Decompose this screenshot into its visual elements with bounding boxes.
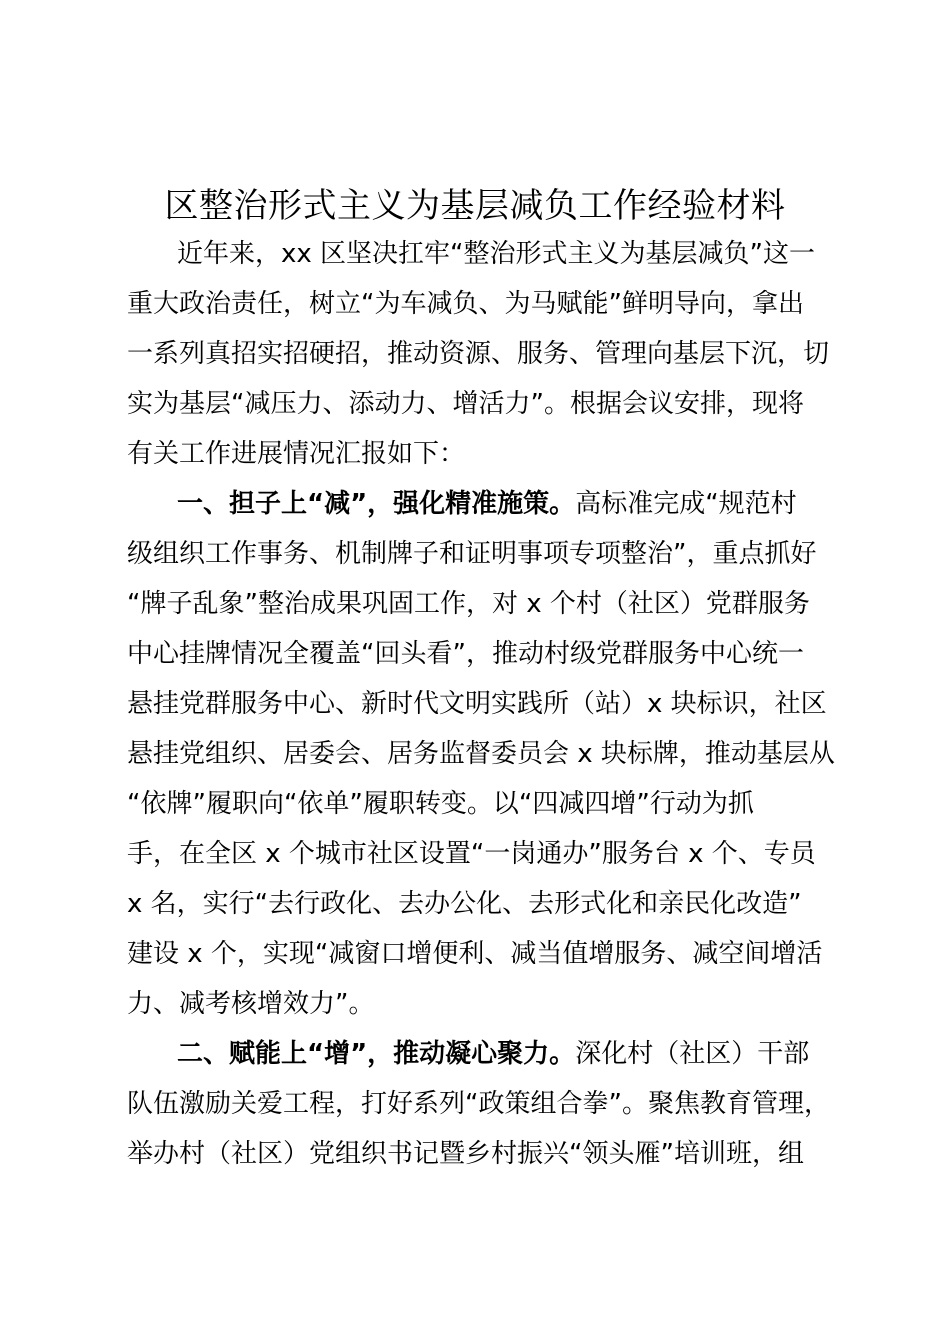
paragraph-2-line-5: 悬挂党群服务中心、新时代文明实践所（站）x 块标识，社区 bbox=[127, 689, 827, 719]
paragraph-2-line-11: 力、减考核增效力”。 bbox=[127, 989, 375, 1019]
paragraph-2-line-6: 悬挂党组织、居委会、居务监督委员会 x 块标牌，推动基层从 bbox=[127, 739, 835, 769]
paragraph-1-line-4: 实为基层“减压力、添动力、增活力”。根据会议安排，现将 bbox=[127, 389, 804, 419]
paragraph-3-line-2: 队伍激励关爱工程，打好系列“政策组合拳”。聚焦教育管理， bbox=[127, 1089, 830, 1119]
paragraph-2-line-1-rest: 高标准完成“规范村 bbox=[575, 489, 797, 519]
paragraph-2-line-9: x 名，实行“去行政化、去办公化、去形式化和亲民化改造” bbox=[127, 889, 802, 919]
document-title: 区整治形式主义为基层减负工作经验材料 bbox=[164, 186, 786, 226]
paragraph-3-line-1 bbox=[177, 1029, 837, 1079]
paragraph-2-line-7: “依牌”履职向“依单”履职转变。以“四减四增”行动为抓 bbox=[127, 789, 754, 819]
paragraph-2-line-10: 建设 x 个，实现“减窗口增便利、减当值增服务、减空间增活 bbox=[127, 939, 823, 969]
paragraph-1-line-3: 一系列真招实招硬招，推动资源、服务、管理向基层下沉，切 bbox=[127, 339, 830, 369]
paragraph-2-line-3: “牌子乱象”整治成果巩固工作，对 x 个村（社区）党群服务 bbox=[127, 589, 810, 619]
paragraph-1-line-2: 重大政治责任，树立“为车减负、为马赋能”鲜明导向，拿出 bbox=[127, 289, 804, 319]
paragraph-1-line-1: 近年来，xx 区坚决扛牢“整治形式主义为基层减负”这一 bbox=[177, 239, 815, 269]
paragraph-1-line-5: 有关工作进展情况汇报如下： bbox=[127, 439, 466, 469]
paragraph-3-line-1-rest: 深化村（社区）干部 bbox=[575, 1039, 810, 1069]
paragraph-2-line-8: 手，在全区 x 个城市社区设置“一岗通办”服务台 x 个、专员 bbox=[127, 839, 816, 869]
paragraph-3-line-3: 举办村（社区）党组织书记暨乡村振兴“领头雁”培训班，组 bbox=[127, 1139, 804, 1169]
paragraph-2-line-1 bbox=[177, 479, 837, 529]
section-heading-1: 一、担子上“减”，强化精准施策。 bbox=[177, 489, 576, 519]
paragraph-2-line-4: 中心挂牌情况全覆盖“回头看”，推动村级党群服务中心统一 bbox=[127, 639, 804, 669]
paragraph-2-line-2: 级组织工作事务、机制牌子和证明事项专项整治”，重点抓好 bbox=[127, 539, 817, 569]
section-heading-2: 二、赋能上“增”，推动凝心聚力。 bbox=[177, 1039, 576, 1069]
